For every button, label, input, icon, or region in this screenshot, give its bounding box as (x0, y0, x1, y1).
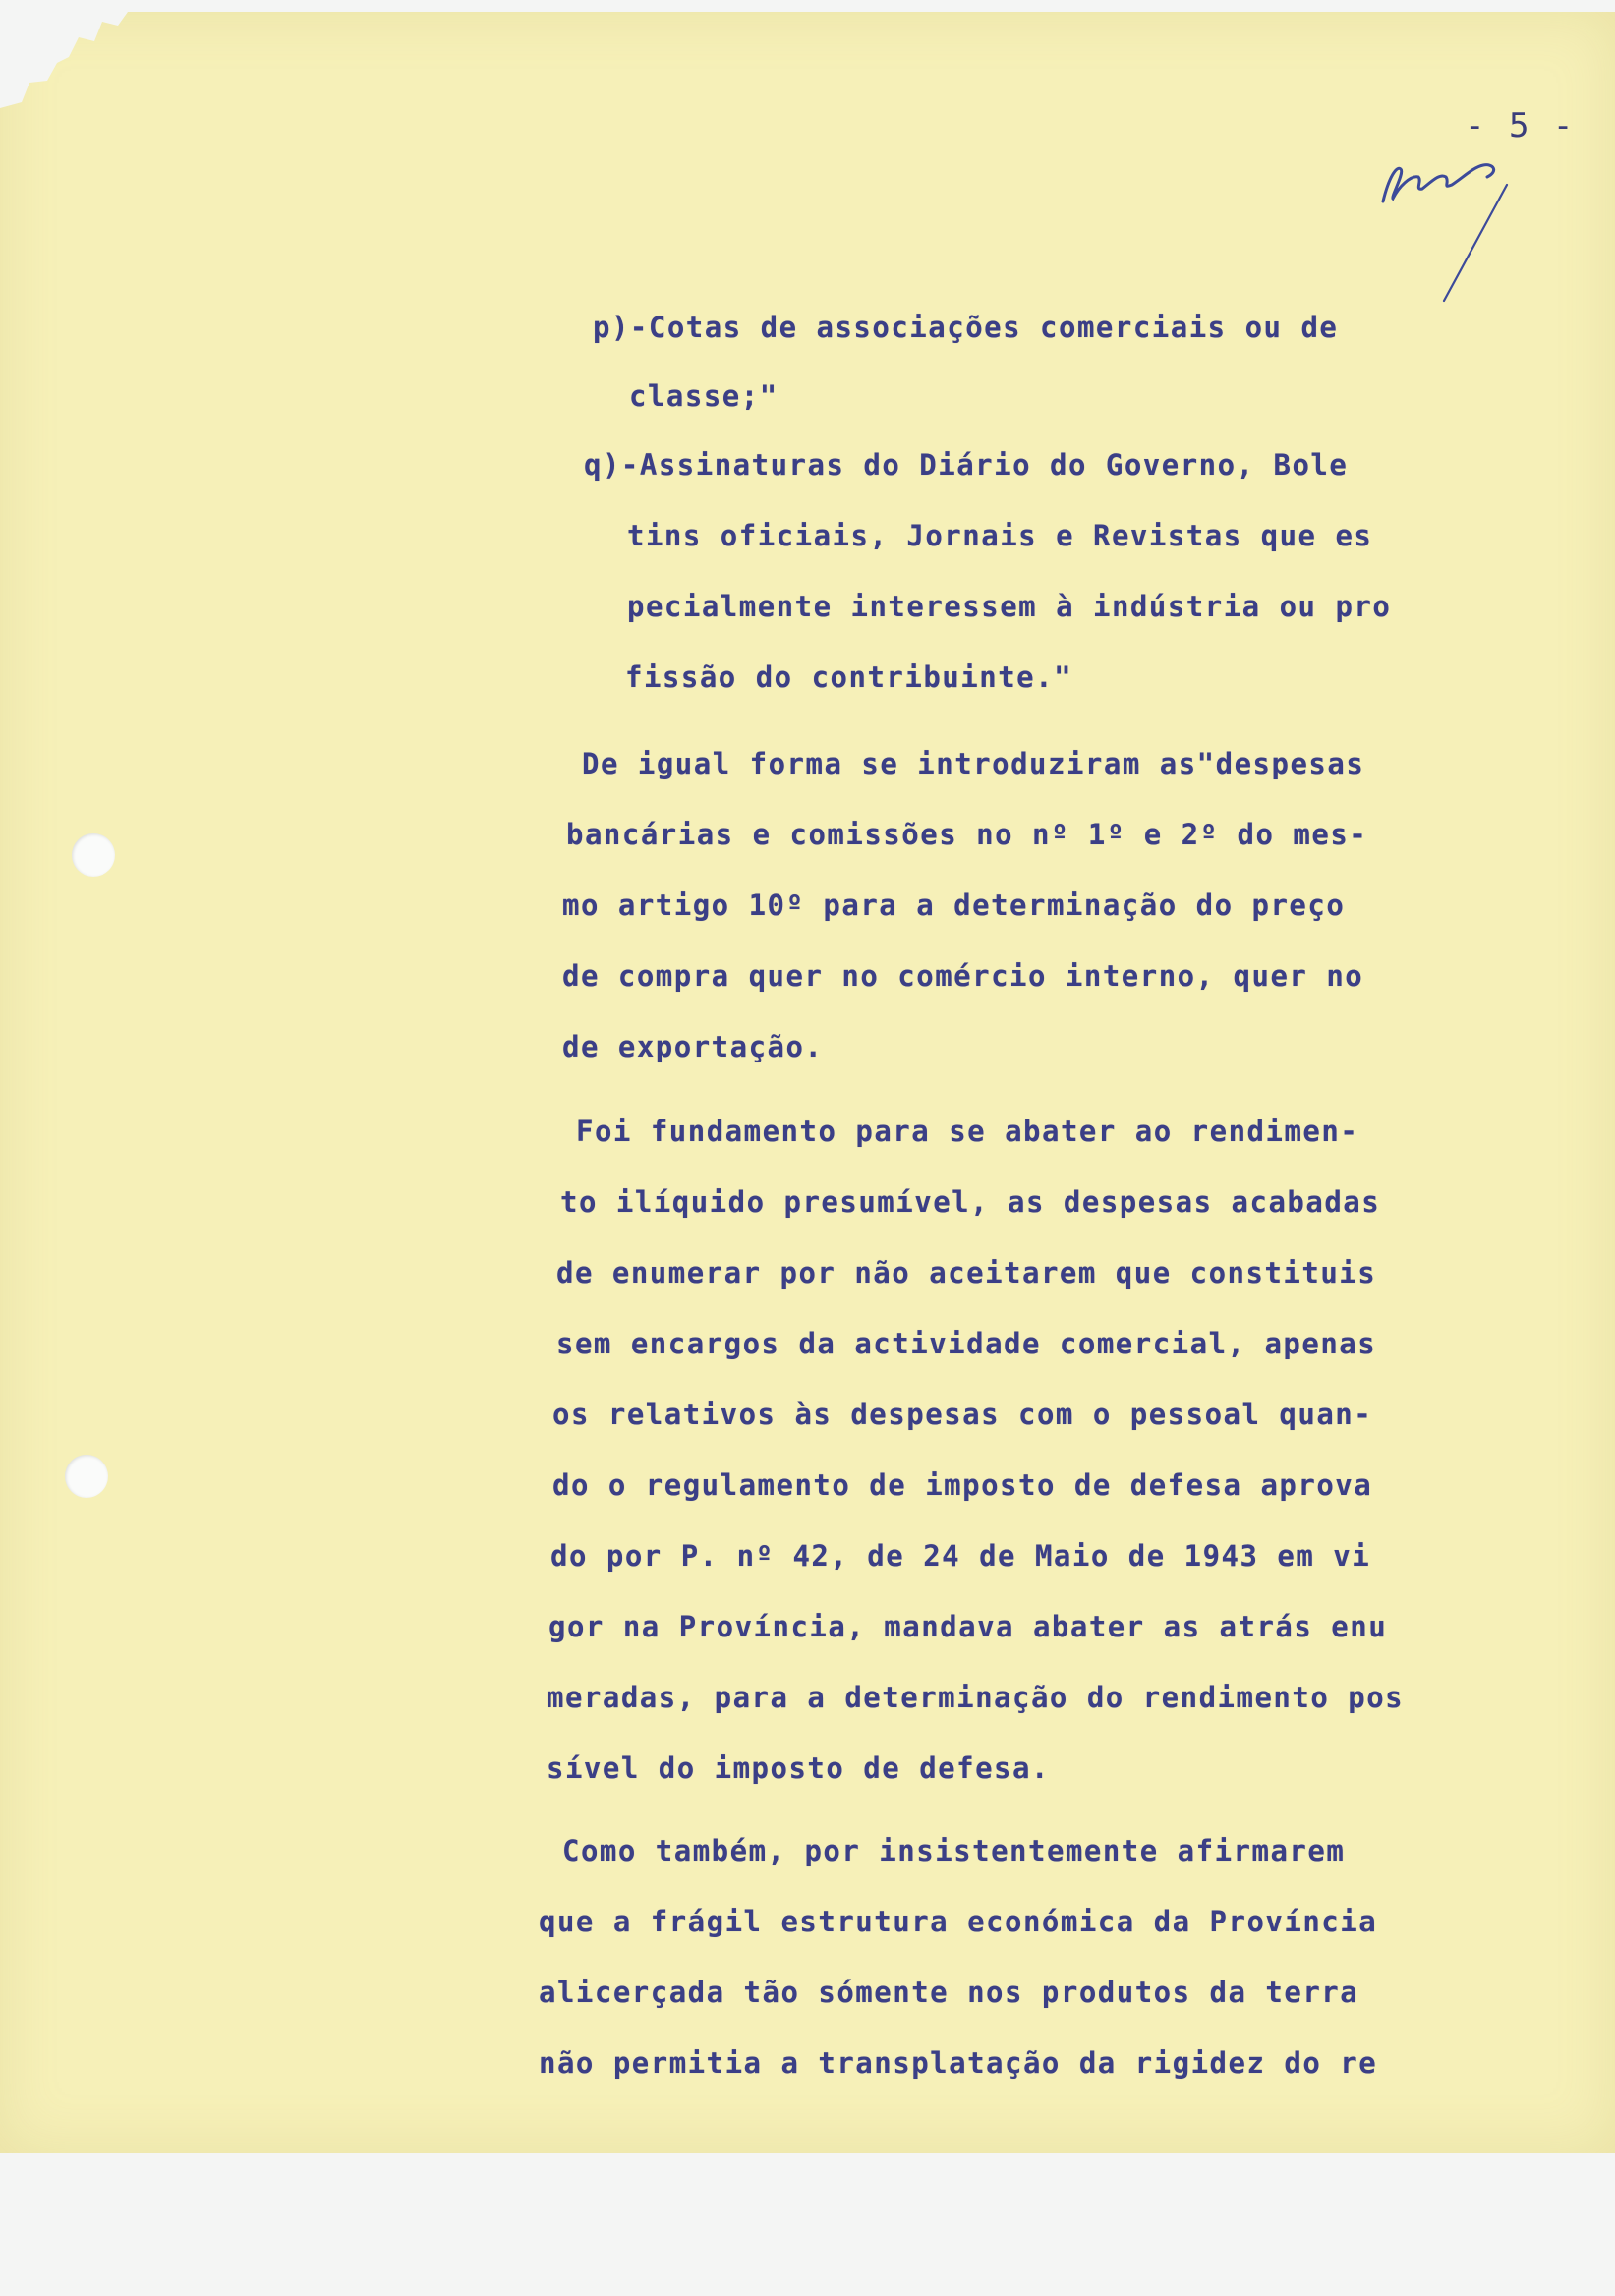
text-line: não permitia a transplatação da rigidez do re (539, 2046, 1378, 2080)
text-line: de compra quer no comércio interno, quer no (562, 959, 1364, 993)
text-line: Foi fundamento para se abater ao rendimen- (576, 1115, 1359, 1148)
text-line: que a frágil estrutura económica da Província (539, 1905, 1378, 1938)
punch-hole-bottom (65, 1455, 108, 1498)
text-line: q)-Assinaturas do Diário do Governo, Bole (584, 448, 1349, 482)
text-line: sem encargos da actividade comercial, apenas (556, 1327, 1377, 1360)
text-line: tins oficiais, Jornais e Revistas que es (627, 519, 1373, 552)
text-line: de enumerar por não aceitarem que constituis (556, 1256, 1377, 1290)
text-line: Como também, por insistentemente afirmarem (562, 1834, 1346, 1867)
handwritten-initials-icon (1371, 108, 1519, 315)
text-line: p)-Cotas de associações comerciais ou de (593, 311, 1339, 344)
text-line: classe;" (629, 379, 779, 413)
text-line: bancárias e comissões no nº 1º e 2º do mes- (566, 818, 1368, 851)
text-line: os relativos às despesas com o pessoal quan- (552, 1398, 1373, 1431)
text-line: gor na Província, mandava abater as atrás enu (548, 1610, 1388, 1643)
text-line: do por P. nº 42, de 24 de Maio de 1943 em vi (550, 1539, 1371, 1573)
text-line: to ilíquido presumível, as despesas acabadas (560, 1185, 1381, 1219)
text-line: De igual forma se introduziram as"despesas (582, 747, 1365, 780)
page-number: - 5 - (1465, 106, 1576, 145)
torn-corner (0, 12, 138, 120)
text-line: pecialmente interessem à indústria ou pro (627, 590, 1392, 623)
text-line: sível do imposto de defesa. (547, 1751, 1050, 1785)
text-line: mo artigo 10º para a determinação do preço (562, 889, 1346, 922)
text-line: fissão do contribuinte." (625, 660, 1073, 694)
text-line: do o regulamento de imposto de defesa aprova (552, 1468, 1373, 1502)
text-line: meradas, para a determinação do rendimento pos (547, 1681, 1405, 1714)
punch-hole-top (72, 833, 115, 877)
text-line: alicerçada tão sómente nos produtos da terra (539, 1976, 1359, 2009)
text-line: de exportação. (562, 1030, 824, 1063)
